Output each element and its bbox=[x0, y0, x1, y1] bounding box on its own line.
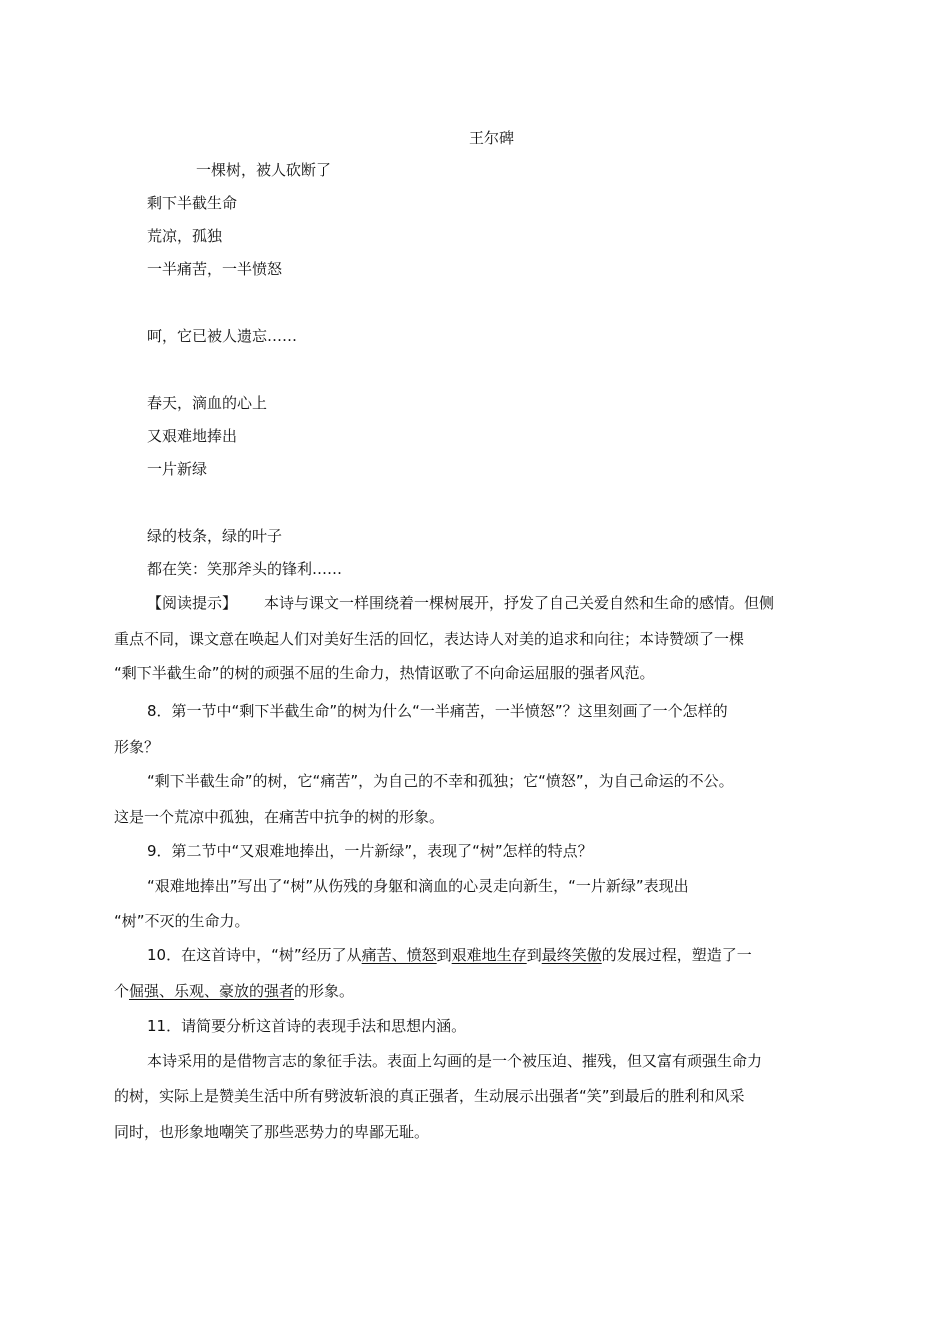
question-10-text: 个 bbox=[114, 982, 130, 1000]
poem-line: 一棵树，被人砍断了 bbox=[196, 161, 332, 179]
question-10-text: 的发展过程，塑造了一 bbox=[601, 946, 752, 964]
answer-9: “树”不灭的生命力。 bbox=[114, 912, 250, 930]
reading-hint-text: 本诗与课文一样围绕着一棵树展开，抒发了自己关爱自然和生命的感情。但侧 bbox=[264, 594, 775, 612]
question-11: 11．请简要分析这首诗的表现手法和思想内涵。 bbox=[147, 1017, 467, 1035]
poem-line: 一片新绿 bbox=[147, 460, 208, 478]
question-10-text: 的形象。 bbox=[294, 982, 355, 1000]
question-10-text: 到 bbox=[526, 946, 542, 964]
poem-line: 剩下半截生命 bbox=[147, 194, 238, 212]
poem-author: 王尔碑 bbox=[469, 129, 515, 147]
reading-hint-label: 【阅读提示】 bbox=[147, 594, 238, 612]
answer-11: 本诗采用的是借物言志的象征手法。表面上勾画的是一个被压迫、摧残，但又富有顽强生命力 bbox=[147, 1052, 763, 1070]
poem-line: 又艰难地捧出 bbox=[147, 427, 238, 445]
poem-line: 春天，滴血的心上 bbox=[147, 394, 268, 412]
poem-line: 一半痛苦，一半愤怒 bbox=[147, 260, 283, 278]
question-10-text: 到 bbox=[436, 946, 452, 964]
answer-11: 同时，也形象地嘲笑了那些恶势力的卑鄙无耻。 bbox=[114, 1123, 430, 1141]
question-9: 9．第二节中“又艰难地捧出，一片新绿”，表现了“树”怎样的特点？ bbox=[147, 842, 593, 860]
question-10-line bbox=[114, 984, 354, 999]
answer-9: “艰难地捧出”写出了“树”从伤残的身躯和滴血的心灵走向新生，“一片新绿”表现出 bbox=[147, 877, 689, 895]
reading-hint-text: 重点不同，课文意在唤起人们对美好生活的回忆，表达诗人对美的追求和向往；本诗赞颂了一棵 bbox=[114, 630, 745, 648]
question-10-text: 10．在这首诗中，“树”经历了从 bbox=[147, 946, 362, 964]
answer-10-blank: 倔强、乐观、豪放的强者 bbox=[129, 982, 295, 1000]
answer-11: 的树，实际上是赞美生活中所有劈波斩浪的真正强者，生动展示出强者“笑”到最后的胜利和风采 bbox=[114, 1087, 745, 1105]
answer-10-blank: 艰难地生存 bbox=[451, 946, 527, 964]
poem-line: 呵，它已被人遗忘…… bbox=[147, 327, 298, 345]
poem-line: 绿的枝条，绿的叶子 bbox=[147, 527, 283, 545]
answer-8: 这是一个荒凉中孤独，在痛苦中抗争的树的形象。 bbox=[114, 808, 445, 826]
answer-8: “剩下半截生命”的树，它“痛苦”，为自己的不幸和孤独；它“愤怒”，为自己命运的不公。 bbox=[147, 772, 734, 790]
question-8: 8．第一节中“剩下半截生命”的树为什么“一半痛苦，一半愤怒”？这里刻画了一个怎样的 bbox=[147, 702, 728, 720]
poem-line: 荒凉，孤独 bbox=[147, 227, 223, 245]
question-10-line bbox=[147, 948, 752, 963]
reading-hint-text: “剩下半截生命”的树的顽强不屈的生命力，热情讴歌了不向命运屈服的强者风范。 bbox=[114, 664, 655, 682]
answer-10-blank: 痛苦、愤怒 bbox=[361, 946, 437, 964]
poem-line: 都在笑：笑那斧头的锋利…… bbox=[147, 560, 343, 578]
answer-10-blank: 最终笑傲 bbox=[541, 946, 602, 964]
question-8: 形象？ bbox=[114, 738, 160, 756]
